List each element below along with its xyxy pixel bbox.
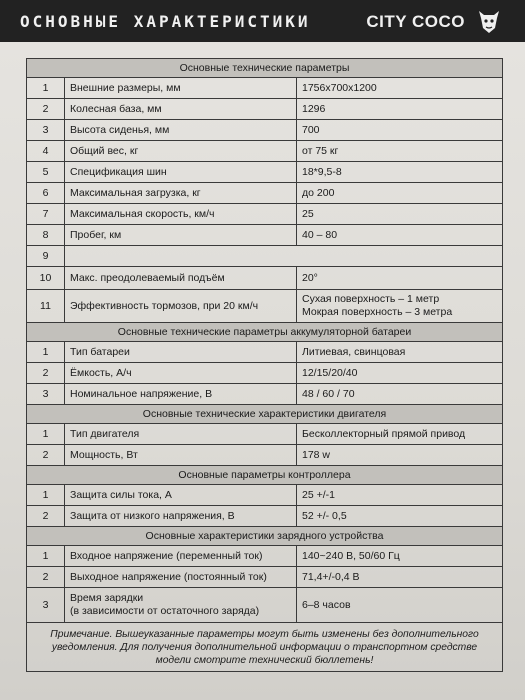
charge-time-sublabel: (в зависимости от остаточного заряда) [70, 605, 260, 617]
table-row: 2 Колесная база, мм 1296 [27, 99, 503, 120]
bull-head-icon [477, 8, 501, 34]
table-row: 1 Тип двигателя Бесколлекторный прямой привод [27, 424, 503, 445]
table-row: 7 Максимальная скорость, км/ч 25 [27, 204, 503, 225]
spec-table [26, 58, 503, 672]
section-header: Основные технические характеристики двигателя [27, 405, 503, 424]
table-row: 10 Макс. преодолеваемый подъём 20° [27, 267, 503, 290]
table-row: 1 Входное напряжение (переменный ток) 140~240 В, 50/60 Гц [27, 546, 503, 567]
table-row: 9 [27, 246, 503, 267]
table-row: 1 Защита силы тока, А 25 +/-1 [27, 485, 503, 506]
table-row: 6 Максимальная загрузка, кг до 200 [27, 183, 503, 204]
table-row: 2 Ёмкость, А/ч 12/15/20/40 [27, 363, 503, 384]
table-row: 1 Внешние размеры, мм 1756x700x1200 [27, 78, 503, 99]
table-row: 2 Мощность, Вт 178 w [27, 445, 503, 466]
table-row: 3 Номинальное напряжение, В 48 / 60 / 70 [27, 384, 503, 405]
table-row: 3 Время зарядки (в зависимости от остаточного заряда) 6–8 часов [27, 588, 503, 623]
table-row: 2 Защита от низкого напряжения, В 52 +/- 0,5 [27, 506, 503, 527]
brand-name: CITY COCO [366, 12, 465, 31]
note-text: Примечание. Вышеуказанные параметры могут быть изменены без дополнительного уведомления. Для получения дополнительной информации о транспортном средстве модели смотрите технический бюллетень! [27, 623, 503, 672]
section-header: Основные технические параметры аккумуляторной батареи [27, 323, 503, 342]
section-header: Основные характеристики зарядного устройства [27, 527, 503, 546]
table-row: 3 Высота сиденья, мм 700 [27, 120, 503, 141]
table-row: 4 Общий вес, кг от 75 кг [27, 141, 503, 162]
note-row [27, 623, 503, 672]
table-row: 8 Пробег, км 40 – 80 [27, 225, 503, 246]
section-header: Основные параметры контроллера [27, 466, 503, 485]
table-row: 11 Эффективность тормозов, при 20 км/ч Сухая поверхность – 1 метр Мокрая поверхность – 3 метра [27, 290, 503, 323]
charge-time-label: Время зарядки [70, 592, 144, 604]
brake-wet-value: Мокрая поверхность – 3 метра [302, 306, 453, 318]
brake-dry-value: Сухая поверхность – 1 метр [302, 293, 440, 305]
header-title: ОСНОВНЫЕ ХАРАКТЕРИСТИКИ [20, 12, 311, 31]
table-row: 2 Выходное напряжение (постоянный ток) 71,4+/-0,4 В [27, 567, 503, 588]
page-header [0, 0, 525, 42]
table-row: 1 Тип батареи Литиевая, свинцовая [27, 342, 503, 363]
table-row: 5 Спецификация шин 18*9,5-8 [27, 162, 503, 183]
section-header: Основные технические параметры [27, 59, 503, 78]
